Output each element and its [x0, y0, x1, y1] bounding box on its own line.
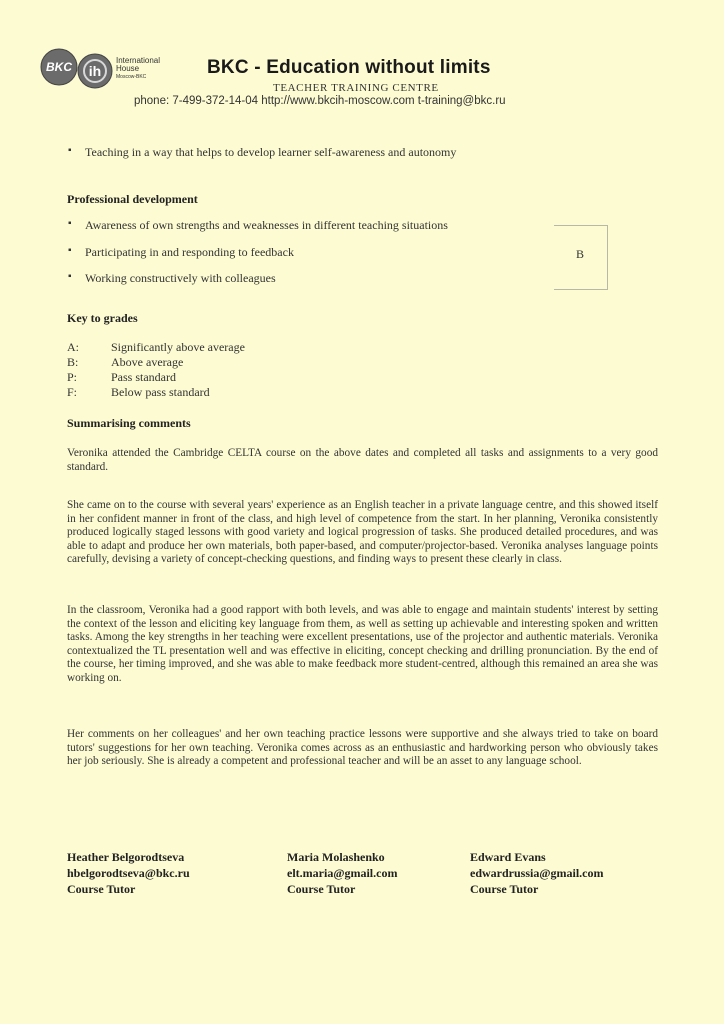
section-heading-professional-development: Professional development: [67, 192, 198, 206]
summary-paragraph: Her comments on her colleagues' and her own teaching practice lessons were supportive and she always tried to take on board tutors' suggestions for her own teaching. Veronika comes across as an enthusiastic and hardworking person who obviously takes her job seriously. She is already a competent and professional teacher and will be an asset to any language school.: [67, 728, 658, 768]
logo-text: [116, 57, 160, 81]
section-heading-summarising-comments: Summarising comments: [67, 416, 191, 430]
certificate-page: BKC ih International House Moscow-BKC BKC - Education without limits TEACHER TRAINING CENTRE phone: 7-499-372-14-04 http://www.bkcih-moscow.com t-training@bkc.ru ▪ Teaching in a way that helps to develop learner self-awareness and autonomy Professional development ▪ Awareness of own strengths and weaknesses in different teaching situations ▪ Participating in and responding to feedback ▪ Working constructively with colleagues B Key to grades A: Significantly above average B: Above average P: Pass standard F: Below pass standard Summarising comments Veronika attended the Cambridge CELTA course on the above dates and completed all tasks and assignments to a very good standard. She came on to the course with several years' experience as an English teacher in a private language centre, and this showed itself in her confident manner in front of the class, and high level of competence from the start. In her planning, Veronika consistently produced logically staged lessons with good variety and logical progression of tasks. She produced detailed procedures, and was able to adapt and produce her own materials, both paper-based, and computer/projector-based. Veronika analyses language points carefully, devising a variety of concept-checking questions, and finding ways to present these clearly in class. In the classroom, Veronika had a good rapport with both levels, and was able to engage and maintain students' interest by setting the context of the lesson and eliciting key language from them, as well as setting up achievable and interesting spoken and written tasks. Among the key strengths in her teaching were excellent presentations, use of the projector and authentic materials. Veronika contextualized the TL presentation well and was effective in eliciting, concept checking and drilling pronunciation. By the end of the course, her timing improved, and she was able to make feedback more student-centred, although this remained an area she was working on. Her comments on her colleagues' and her own teaching practice lessons were supportive and she always tried to take on board tutors' suggestions for her own teaching. Veronika comes across as an enthusiastic and hardworking person who obviously takes her job seriously. She is already a competent and professional teacher and will be an asset to any language school. Heather Belgorodtseva hbelgorodtseva@bkc.ru Course Tutor Maria Molashenko elt.maria@gmail.com Course Tutor Edward Evans edwardrussia@gmail.com Course Tutor: [0, 0, 724, 1024]
list-item: ▪ Teaching in a way that helps to develop learner self-awareness and autonomy: [68, 145, 456, 160]
list-item: ▪ Awareness of own strengths and weaknesses in different teaching situations: [68, 218, 448, 233]
summary-paragraph: She came on to the course with several years' experience as an English teacher in a private language centre, and this showed itself in her confident manner in front of the class, and high level of competence from the start. In her planning, Veronika consistently produced logically staged lessons with good variety and logical progression of tasks. She produced detailed procedures, and was able to adapt and produce her own materials, both paper-based, and computer/projector-based. Veronika analyses language points carefully, devising a variety of concept-checking questions, and finding ways to present these clearly in class.: [67, 499, 658, 566]
logo-badge-text: BKC: [46, 60, 72, 74]
signatory-name: Heather Belgorodtseva: [67, 850, 185, 864]
signatory-role: Course Tutor: [287, 882, 356, 896]
signatory-block: [470, 849, 604, 897]
grade-value: B: [576, 247, 585, 261]
logo-mark-text: ih: [88, 63, 102, 79]
signatory-role: Course Tutor: [470, 882, 539, 896]
logo-line-2: House: [116, 64, 140, 73]
grade-box: [554, 225, 608, 290]
logo-line-3: Moscow-BKC: [116, 74, 147, 80]
section-heading-key-to-grades: Key to grades: [67, 311, 138, 325]
signatory-name: Edward Evans: [470, 850, 546, 864]
header-subtitle: TEACHER TRAINING CENTRE: [273, 82, 439, 94]
summary-paragraph: In the classroom, Veronika had a good rapport with both levels, and was able to engage and maintain students' interest by setting the context of the lesson and eliciting key language from them, as well as setting up achievable and interesting spoken and written tasks. Among the key strengths in her teaching were excellent presentations, use of the projector and authentic materials. Veronika contextualized the TL presentation well and was effective in eliciting, concept checking and drilling pronunciation. By the end of the course, her timing improved, and she was able to make feedback more student-centred, although this remained an area she was working on.: [67, 604, 658, 684]
signatory-block: [287, 849, 397, 897]
header-title: BKC - Education without limits: [207, 57, 491, 78]
summary-paragraph: Veronika attended the Cambridge CELTA course on the above dates and completed all tasks and assignments to a very good standard.: [67, 447, 658, 473]
logo-line-1: International: [116, 56, 161, 65]
signatory-email: hbelgorodtseva@bkc.ru: [67, 866, 190, 880]
header-contact: phone: 7-499-372-14-04 http://www.bkcih-moscow.com t-training@bkc.ru: [134, 95, 506, 107]
signatory-name: Maria Molashenko: [287, 850, 385, 864]
signatory-email: elt.maria@gmail.com: [287, 866, 398, 880]
list-item: ▪ Participating in and responding to feedback: [68, 245, 294, 260]
signatory-block: [67, 849, 190, 897]
signatory-email: edwardrussia@gmail.com: [470, 866, 604, 880]
signatory-role: Course Tutor: [67, 882, 136, 896]
list-item: ▪ Working constructively with colleagues: [68, 271, 276, 286]
